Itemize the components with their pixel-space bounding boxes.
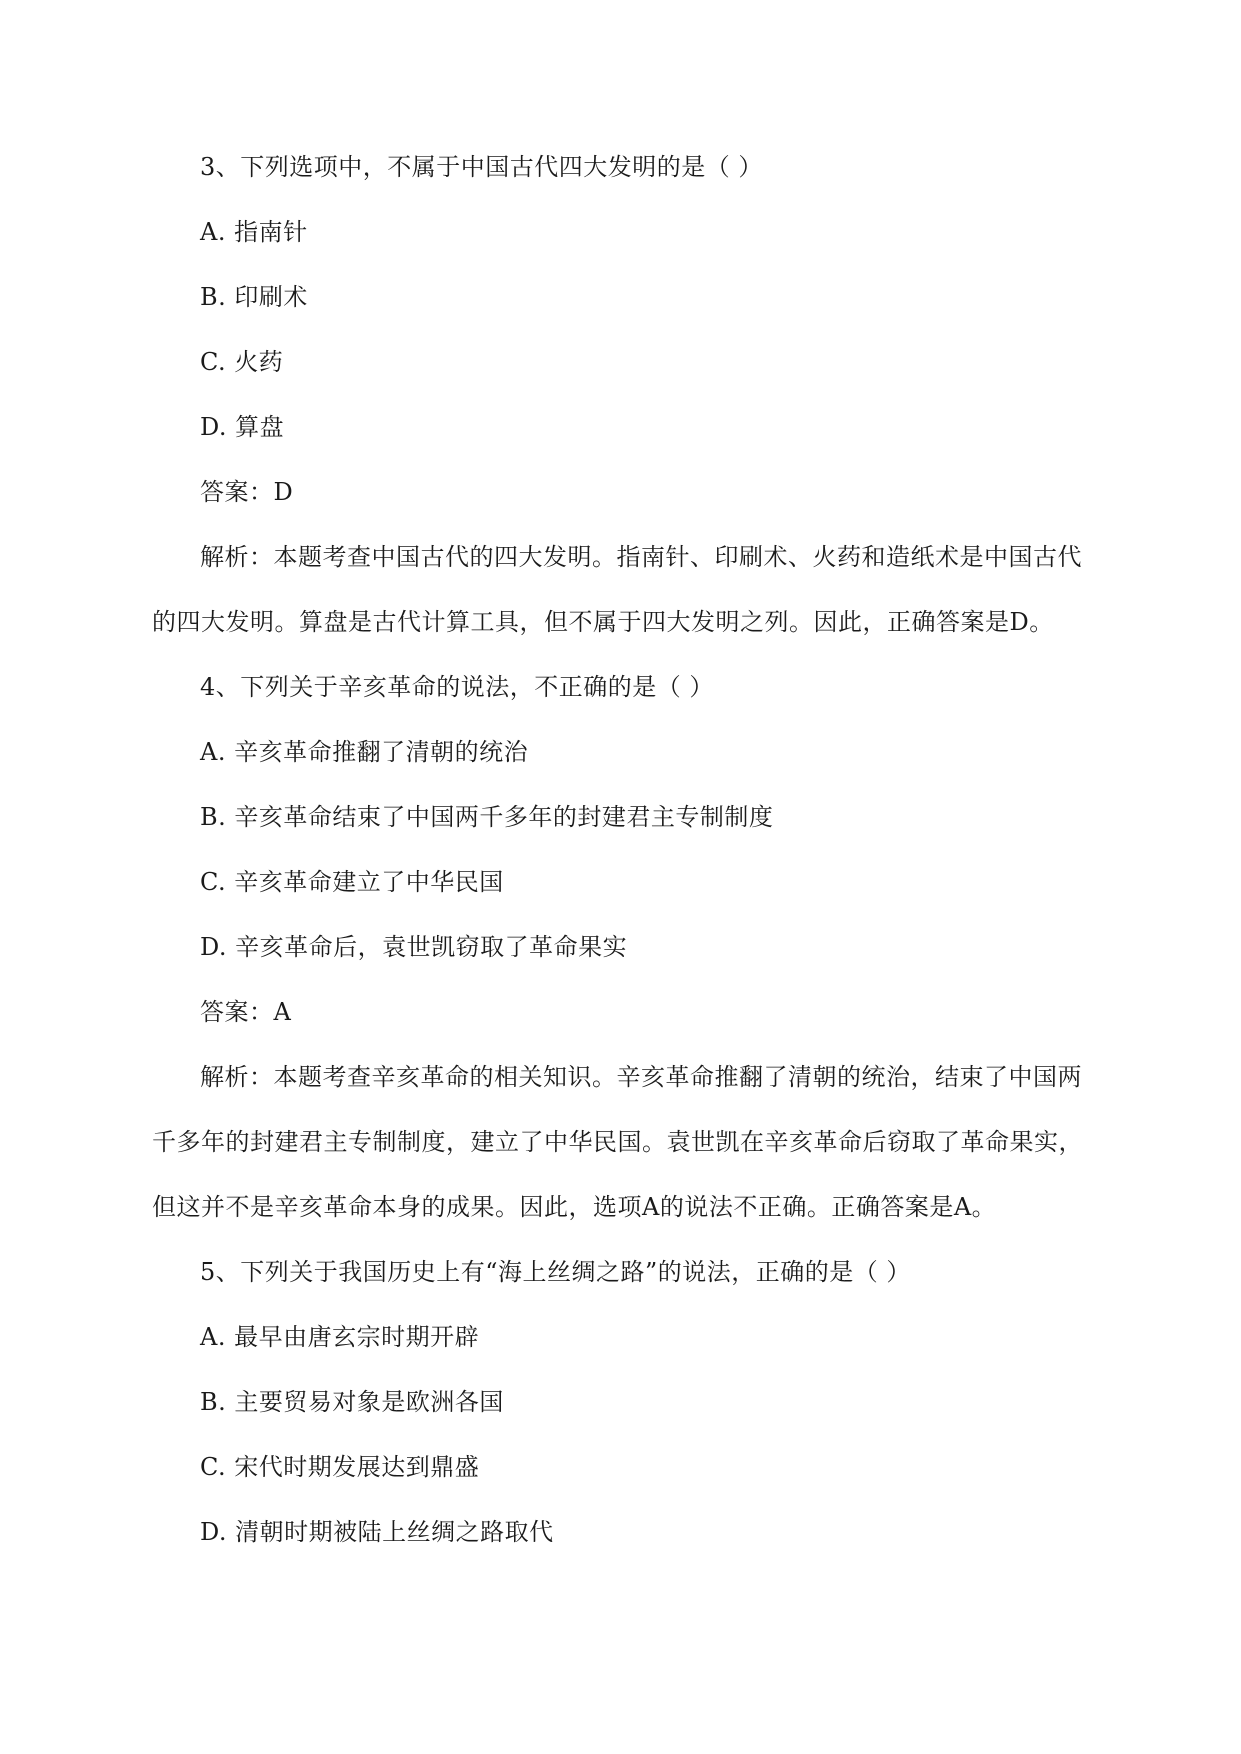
question-5-option-d: D. 清朝时期被陆上丝绸之路取代 — [200, 1518, 554, 1546]
question-4-answer: 答案：A — [200, 998, 292, 1026]
question-5-option-b: B. 主要贸易对象是欧洲各国 — [200, 1388, 504, 1416]
question-5-option-c: C. 宋代时期发展达到鼎盛 — [200, 1453, 480, 1481]
question-3-option-b: B. 印刷术 — [200, 283, 308, 311]
question-5-stem: 5、下列关于我国历史上有“海上丝绸之路”的说法，正确的是（ ） — [200, 1258, 911, 1286]
question-4-analysis-line-3: 但这并不是辛亥革命本身的成果。因此，选项A的说法不正确。正确答案是A。 — [152, 1193, 997, 1221]
question-5-option-a: A. 最早由唐玄宗时期开辟 — [200, 1323, 480, 1351]
question-3-option-a: A. 指南针 — [200, 218, 308, 246]
question-3-answer: 答案：D — [200, 478, 294, 506]
question-4-stem: 4、下列关于辛亥革命的说法，不正确的是（ ） — [200, 673, 714, 701]
question-4-option-a: A. 辛亥革命推翻了清朝的统治 — [200, 738, 529, 766]
question-4-option-d: D. 辛亥革命后，袁世凯窃取了革命果实 — [200, 933, 628, 961]
question-4-option-c: C. 辛亥革命建立了中华民国 — [200, 868, 504, 896]
question-4-analysis-line-2: 千多年的封建君主专制制度，建立了中华民国。袁世凯在辛亥革命后窃取了革命果实， — [152, 1128, 1083, 1156]
question-3-analysis-line-2: 的四大发明。算盘是古代计算工具，但不属于四大发明之列。因此，正确答案是D。 — [152, 608, 1054, 636]
question-3-option-c: C. 火药 — [200, 348, 284, 376]
question-4-option-b: B. 辛亥革命结束了中国两千多年的封建君主专制制度 — [200, 803, 774, 831]
question-3-analysis-line-1: 解析：本题考查中国古代的四大发明。指南针、印刷术、火药和造纸术是中国古代 — [200, 543, 1082, 571]
question-4-analysis-line-1: 解析：本题考查辛亥革命的相关知识。辛亥革命推翻了清朝的统治，结束了中国两 — [200, 1063, 1082, 1091]
question-3-option-d: D. 算盘 — [200, 413, 285, 441]
question-3-stem: 3、下列选项中，不属于中国古代四大发明的是（ ） — [200, 153, 763, 181]
